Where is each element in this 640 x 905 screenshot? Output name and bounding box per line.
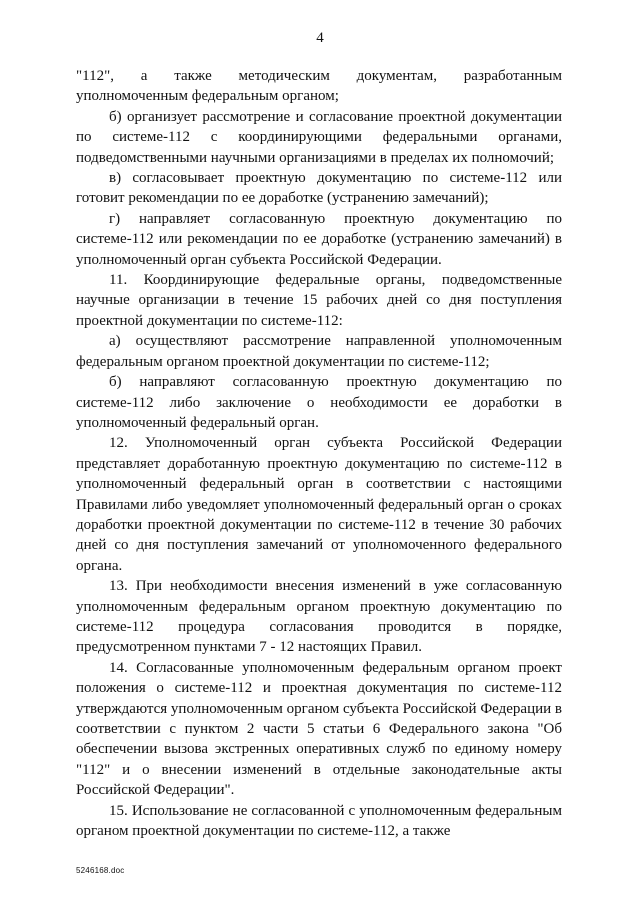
page-number: 4 xyxy=(316,30,324,46)
paragraph-clause-15: 15. Использование не согласованной с уполномоченным федеральным органом проектной документации по системе-112, а также xyxy=(76,802,562,840)
paragraph-item-g: г) направляет согласованную проектную документацию по системе-112 или рекомендации по ее доработке (устранению замечаний) в уполномоченный орган субъекта Российской Федерации. xyxy=(76,210,562,268)
footer-filename: 5246168.doc xyxy=(76,866,125,875)
paragraph-clause-11: 11. Координирующие федеральные органы, подведомственные научные организации в течение 15 рабочих дней со дня поступления проектной документации по системе-112: xyxy=(76,272,562,329)
paragraph-clause-11-a: а) осуществляют рассмотрение направленной уполномоченным федеральным органом проектной документации по системе-112; xyxy=(76,333,562,370)
paragraph-item-b: б) организует рассмотрение и согласование проектной документации по системе-112 с координирующими федеральными органами, подведомственными научными организациями в пределах их полномочий; xyxy=(76,108,562,166)
paragraph-clause-11-b: б) направляют согласованную проектную документацию по системе-112 либо заключение о необходимости ее доработки в уполномоченный федеральный орган. xyxy=(76,374,562,431)
paragraph-clause-14: 14. Согласованные уполномоченным федеральным органом проект положения о системе-112 и проектная документация по системе-112 утверждаются уполномоченным органом субъекта Российской Федерации в соответствии с пунктом 2 части 5 статьи 6 Федерального закона "Об обеспечении вызова экстренных оперативных служб по единому номеру "112" и о внесении изменений в отдельные законодательные акты Российской Федерации". xyxy=(76,659,562,799)
paragraph-continuation: "112", а также методическим документам, разработанным уполномоченным федеральным органом; xyxy=(76,68,562,105)
paragraph-item-v: в) согласовывает проектную документацию по системе-112 или готовит рекомендации по ее доработке (устранению замечаний); xyxy=(76,170,562,207)
paragraph-clause-13: 13. При необходимости внесения изменений в уже согласованную уполномоченным федеральным органом проектную документацию по системе-112 процедура согласования проводится в порядке, предусмотренном пунктами 7 - 12 настоящих Правил. xyxy=(76,578,562,656)
document-body xyxy=(76,66,562,841)
paragraph-clause-12: 12. Уполномоченный орган субъекта Российской Федерации представляет доработанную проектную документацию по системе-112 в уполномоченный федеральный орган в соответствии с настоящими Правилами либо уведомляет уполномоченный федеральный орган о сроках доработки проектной документации по системе-112 в течение 30 рабочих дней со дня поступления замечаний от уполномоченного федерального органа. xyxy=(76,435,562,574)
